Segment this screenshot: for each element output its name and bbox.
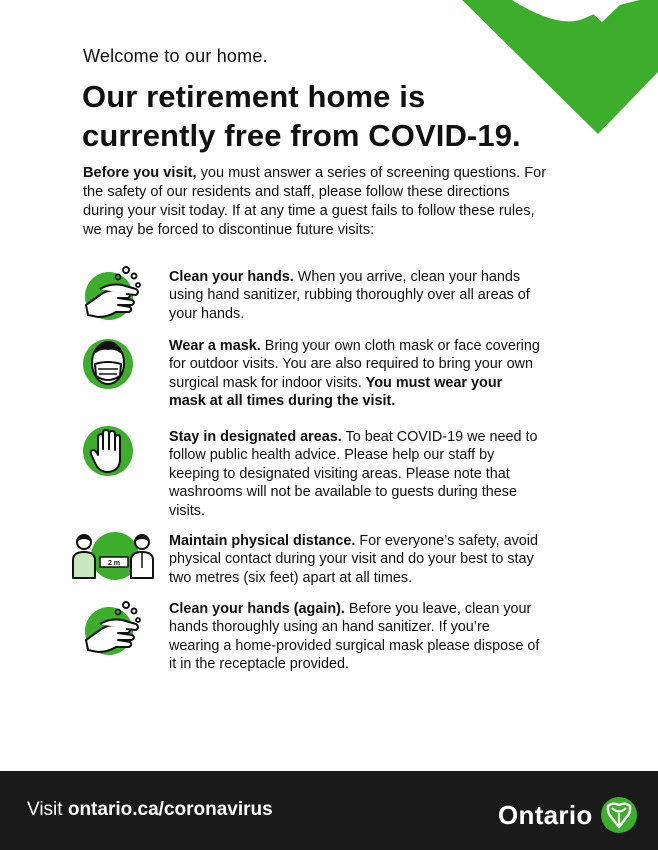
rule-clean-hands	[169, 268, 541, 323]
rule-clean-hands-again	[169, 600, 541, 674]
trillium-logo-icon	[600, 796, 638, 834]
physical-distance-icon	[70, 530, 158, 582]
footer-bar	[0, 771, 658, 850]
rule-title: Stay in designated areas.	[169, 429, 342, 445]
headline-line-2: currently free from COVID-19.	[82, 118, 521, 153]
ontario-wordmark: Ontario	[498, 800, 593, 830]
raised-hand-icon	[82, 423, 134, 479]
rule-designated-areas	[169, 428, 541, 520]
visit-prefix: Visit	[27, 799, 68, 820]
rule-body: When you arrive, clean your hands using hand sanitizer, rubbing thoroughly over all areas of your hands.	[169, 269, 530, 322]
intro-body: you must answer a series of screening questions. For the safety of our residents and staff, please follow these directions during your visit today. If at any time a guest fails to follow these rules, we may be forced to discontinue future visits:	[83, 165, 547, 238]
intro-lead: Before you visit,	[83, 165, 197, 181]
hand-washing-icon	[82, 600, 144, 660]
rule-body: Before you leave, clean your hands thoroughly using an hand sanitizer. If you’re wearing a home-provided surgical mask please dispose of it in the receptacle provided.	[169, 601, 540, 673]
rule-title: Clean your hands.	[169, 269, 294, 285]
hand-washing-icon	[82, 265, 144, 325]
intro-paragraph	[83, 164, 548, 240]
rule-emphasis: You must wear your mask at all times during the visit.	[169, 374, 503, 410]
rule-body: For everyone’s safety, avoid physical contact during your visit and do your best to stay two metres (six feet) apart at all times.	[169, 533, 538, 586]
face-mask-icon	[82, 336, 134, 392]
page-title	[82, 77, 552, 155]
rule-wear-mask	[169, 337, 541, 411]
rule-body: Bring your own cloth mask or face covering for outdoor visits. You are also required to bring your own surgical mask for indoor visits.	[169, 338, 540, 391]
rule-title: Wear a mask.	[169, 338, 261, 354]
welcome-text: Welcome to our home.	[83, 46, 268, 66]
headline-line-1: Our retirement home is	[82, 79, 426, 114]
rule-title: Maintain physical distance.	[169, 533, 356, 549]
rule-body: To beat COVID-19 we need to follow public health advice. Please help our staff by keeping to designated visiting areas. Please note that washrooms will not be available to guests during these visits.	[169, 429, 538, 519]
visit-link[interactable]: ontario.ca/coronavirus	[67, 799, 273, 820]
rule-physical-distance	[169, 532, 541, 587]
visit-line	[27, 799, 273, 821]
distance-label: 2 m	[107, 560, 121, 567]
rule-title: Clean your hands (again).	[169, 601, 345, 617]
